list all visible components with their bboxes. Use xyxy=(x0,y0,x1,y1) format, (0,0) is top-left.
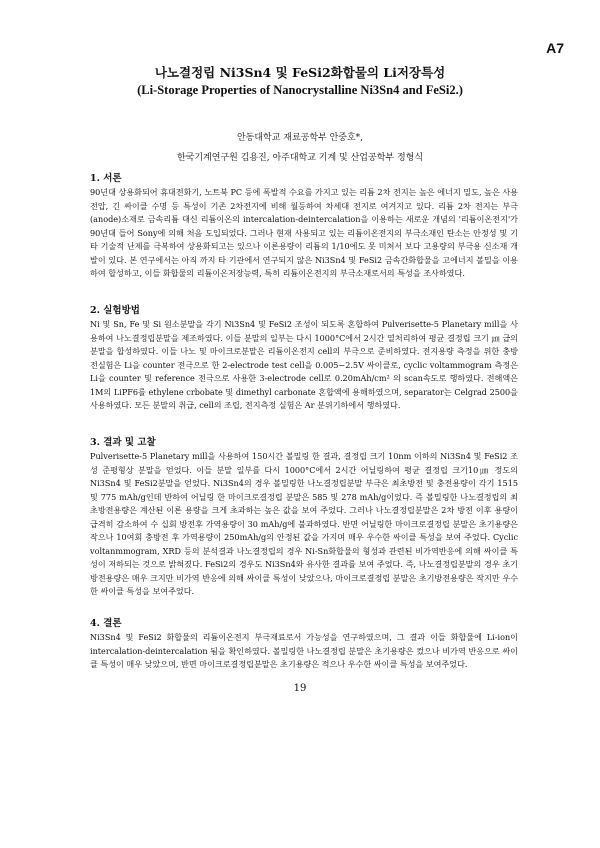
section-introduction xyxy=(90,171,518,281)
author-block xyxy=(0,128,600,168)
section-body: Pulverisette-5 Planetary mill을 사용하여 150시간 볼밀링 한 결과, 결정립 크기 10nm 이하의 Ni3Sn4 및 FeSi2 조성 준평형상 분말을 얻었다. 이들 분말 일부를 다시 1000°C에서 2시간 어닐링하여 평균 결정립 크기10㎛ 정도의Ni3Sn4 및 FeSi2분말을 얻었다. Ni3Sn4의 경우 볼밀링한 나노결정립분말 부극은 최초방전 및 충전용량이 각기 1515 및 775 mAh/g인데 반하여 어닐링 한 마이크로결정립 분말은 585 및 278 mAh/g이었다. 즉 볼밀링한 나노결정립의 최초방전용량은 계산된 이론 용량을 크게 초과하는 높은 값을 보여 주었다. 그러나 나노결정립분말은 2차 방전 이후 용량이 급격히 감소하여 수 십회 방전후 가역용량이 30 mAh/g에 불과하였다. 반면 어닐링한 마이크로결정립 분말은 초기용량은 작으나 10여회 충방전 후 가역용량이 250mAh/g의 안정된 값을 가지며 매우 우수한 싸이클 특성을 보여 주었다. Cyclic voltanmmogram, XRD 등의 분석결과 나노결정립의 경우 Ni-Sn화합물의 형성과 관련된 비가역반응에 의해 싸이클 특성이 저하되는 것으로 밝혀졌다. FeSi2의 경우도 Ni3Sn4와 유사한 결과를 보여 주었다. 즉, 나노결정립분말의 경우 초기방전용량은 매우 크지만 비가역 반응에 의해 싸이클 특성이 낮았으나, 마이크로결정립 분말은 초기방전용량은 작지만 우수한 싸이클 특성을 보여주었다. xyxy=(90,451,518,596)
section-title: 2. 실험방법 xyxy=(90,305,140,316)
section-body: 90년대 상용화되어 휴대전화기, 노트북 PC 등에 폭발적 수요를 가지고 있는 리튬 2차 전지는 높은 에너지 밀도, 높은 사용전압, 긴 싸이클 수명 등 특성이 기존 2차전지에 비해 월등하여 차세대 전지로 여겨지고 있다. 리튬 2차 전지는 부극(anode)소재로 금속리튬 대신 리튬이온의 intercalation-deintercalation을 이용하는 새로운 개념의 '리튬이온전지'가 90년대 들어 Sony에 의해 처음 도입되었다. 그러나 현재 사용되고 있는 리튬이온전지의 부극소재인 탄소는 안정성 및 기타 기술적 난제를 극복하여 상용화되고는 있으나 이론용량이 리튬의 1/10에도 못 미쳐서 보다 고용량의 부극용 신소재 개발이 있다. 본 연구에서는 아직 까지 타 기관에서 연구되지 않은 Ni3Sn4 및 FeSi2 금속간화합물을 고에너지 볼밀을 이용하여 합성하고, 이들 화합물의 리튬이온저장능력, 특히 리튬이온전지의 부극소재로서의 특성을 조사하였다. xyxy=(90,187,518,278)
section-conclusion xyxy=(90,616,518,672)
section-methods xyxy=(90,303,518,413)
title-english: (Li-Storage Properties of Nanocrystalline Ni3Sn4 and FeSi2.) xyxy=(137,83,463,97)
page-number: 19 xyxy=(293,683,307,694)
section-results xyxy=(90,435,518,599)
section-title: 1. 서론 xyxy=(90,173,122,184)
page-code: A7 xyxy=(546,40,564,56)
author-line: 한국기계연구원 김용진, 아주대학교 기계 및 산업공학부 정형식 xyxy=(176,153,424,163)
title-korean: 나노결정립 Ni3Sn4 및 FeSi2화합물의 Li저장특성 xyxy=(154,65,446,80)
section-title: 3. 결과 및 고찰 xyxy=(90,437,156,448)
section-body: Ni3Sn4 및 FeSi2 화합물의 리튬이온전지 부극재료로서 가능성을 연구하였으며, 그 결과 이들 화합물에 Li-ion이 intercalation-deintercalation 됨을 확인하였다. 볼밀링한 나노결정립 분말은 초기용량은 컸으나 비가역 반응으로 싸이클 특성이 매우 낮았으며, 반면 마이크로결정립분말은 초기용량은 적으나 우수한 싸이클 특성을 보여주었다. xyxy=(90,632,518,669)
author-line: 안동대학교 재료공학부 안중호*, xyxy=(236,133,364,143)
section-title: 4. 결론 xyxy=(90,618,122,629)
section-body: Ni 및 Sn, Fe 및 Si 원소분말을 각기 Ni3Sn4 및 FeSi2 조성이 되도록 혼합하여 Pulverisette-5 Planetary mill을 사용하여 나노결정립분말을 제조하였다. 이들 분말의 일부는 다시 1000°C에서 2시간 열처리하여 평균 결정립 크기 ㎛ 급의 분말을 합성하였다. 이들 나노 및 마이크로분말은 리튬이온전지 cell의 부극으로 준비하였다. 전지용량 측정을 위한 충방전실험은 Li을 counter 전극으로 한 2-electrode test cell을 0.005~2.5V 싸이클로, cyclic voltammogram 측정은 Li을 counter 및 reference 전극으로 사용한 3-electrode cell로 0.20mAh/cm² 의 scan속도로 행하였다. 전해액은 1M의 LiPF6를 ethylene crbobate 및 dimethyl carbonate 혼합액에 용해하였으며, separator는 Celgrad 2500을 사용하였다. 모든 분말의 취급, cell의 조립, 전지측정 실험은 Ar 분위기하에서 행하였다. xyxy=(90,319,518,410)
